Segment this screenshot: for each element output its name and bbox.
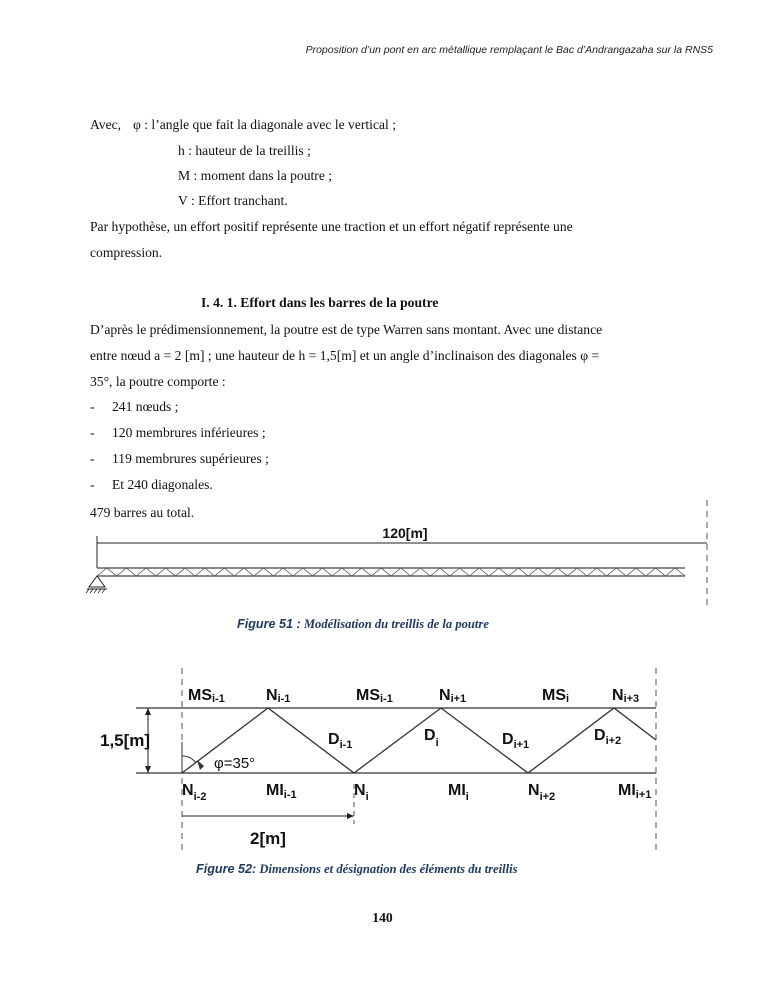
bullet-dash: - (90, 451, 95, 466)
top-label: Ni+3 (612, 687, 640, 705)
definition-h: h : hauteur de la treillis ; (178, 143, 311, 158)
warren-diagonals (97, 568, 685, 576)
diagonal-label: $D_{i+1}$ (502, 731, 530, 751)
bottom-label: $N_{i-2}$ (182, 782, 207, 803)
height-arrow-top (145, 708, 151, 715)
running-header: Proposition d’un pont en arc métallique remplaçant le Bac d’Andrangazaha sur la RNS5 (305, 44, 713, 56)
top-label: Ni-1 (266, 687, 291, 705)
top-label: MSi-1 (356, 687, 393, 705)
definition-intro: Avec, (90, 117, 122, 132)
figure-51-number: Figure 51 : (237, 617, 301, 631)
figure-52-truss-detail (96, 664, 666, 860)
pin-support (89, 576, 105, 587)
spacing-arrow-right (347, 813, 354, 819)
definition-m: M : moment dans la poutre ; (178, 168, 333, 183)
top-label: MSi-1 (188, 687, 225, 705)
figure-51-caption (237, 617, 489, 632)
list-item (90, 425, 266, 441)
bottom-labels (182, 782, 651, 803)
page-number: 140 (372, 910, 393, 925)
list-item-text: 241 nœuds ; (112, 399, 179, 414)
bullet-dash: - (90, 477, 95, 492)
definition-phi: φ : l’angle que fait la diagonale avec le vertical ; (133, 117, 396, 132)
bottom-label: $N_{i+2}$ (528, 782, 556, 803)
figure-51-caption-text: Modélisation du treillis de la poutre (303, 617, 489, 631)
list-item (90, 451, 269, 467)
angle-arc (182, 756, 196, 763)
support-hatching (86, 589, 105, 593)
diagonal-label: $D_{i-1}$ (328, 731, 353, 751)
diagonal-labels (328, 727, 621, 751)
bullet-dash: - (90, 399, 95, 414)
figure-52-number: Figure 52: (196, 862, 257, 876)
list-item (90, 477, 213, 493)
list-item (90, 399, 178, 415)
section-heading: I. 4. 1. Effort dans les barres de la poutre (201, 295, 439, 310)
figure-52-caption-text: Dimensions et désignation des éléments du treillis (259, 862, 518, 876)
bottom-label: $MI_i$ (448, 782, 469, 803)
span-label: 120[m] (382, 525, 428, 541)
paragraph-line-3: 35°, la poutre comporte : (90, 374, 226, 389)
paragraph-line-1: D’après le prédimensionnement, la poutre est de type Warren sans montant. Avec une distance (90, 322, 603, 337)
spacing-label: 2[m] (250, 829, 286, 848)
angle-arrow-icon (197, 760, 204, 770)
bottom-label: $N_i$ (354, 782, 369, 803)
top-label: Ni+1 (439, 687, 467, 705)
list-item-text: 120 membrures inférieures ; (112, 425, 266, 440)
diagonal-zigzag (97, 568, 685, 576)
figure-52-caption (196, 862, 518, 877)
list-item-text: Et 240 diagonales. (112, 477, 213, 492)
bullet-dash: - (90, 425, 95, 440)
top-labels (188, 687, 639, 705)
height-label: 1,5[m] (100, 731, 151, 750)
bottom-label: MIi+1 (618, 782, 652, 801)
figure-51-truss-model (85, 498, 725, 610)
definition-v: V : Effort tranchant. (178, 193, 288, 208)
bottom-label: MIi-1 (266, 782, 297, 801)
hypothesis-line-2: compression. (90, 245, 163, 260)
angle-label: φ=35° (214, 755, 256, 772)
list-item-text: 119 membrures supérieures ; (112, 451, 269, 466)
height-arrow-bottom (145, 766, 151, 773)
diagonal-label: $D_i$ (424, 727, 439, 749)
paragraph-line-2: entre nœud a = 2 [m] ; une hauteur de h = 1,5[m] et un angle d’inclinaison des diagonales φ = (90, 348, 600, 363)
diagonal-label: $D_{i+2}$ (594, 727, 622, 747)
top-label: MSi (542, 687, 570, 705)
hypothesis-line-1: Par hypothèse, un effort positif représente une traction et un effort négatif représente une (90, 219, 573, 234)
total-bars: 479 barres au total. (90, 505, 195, 520)
